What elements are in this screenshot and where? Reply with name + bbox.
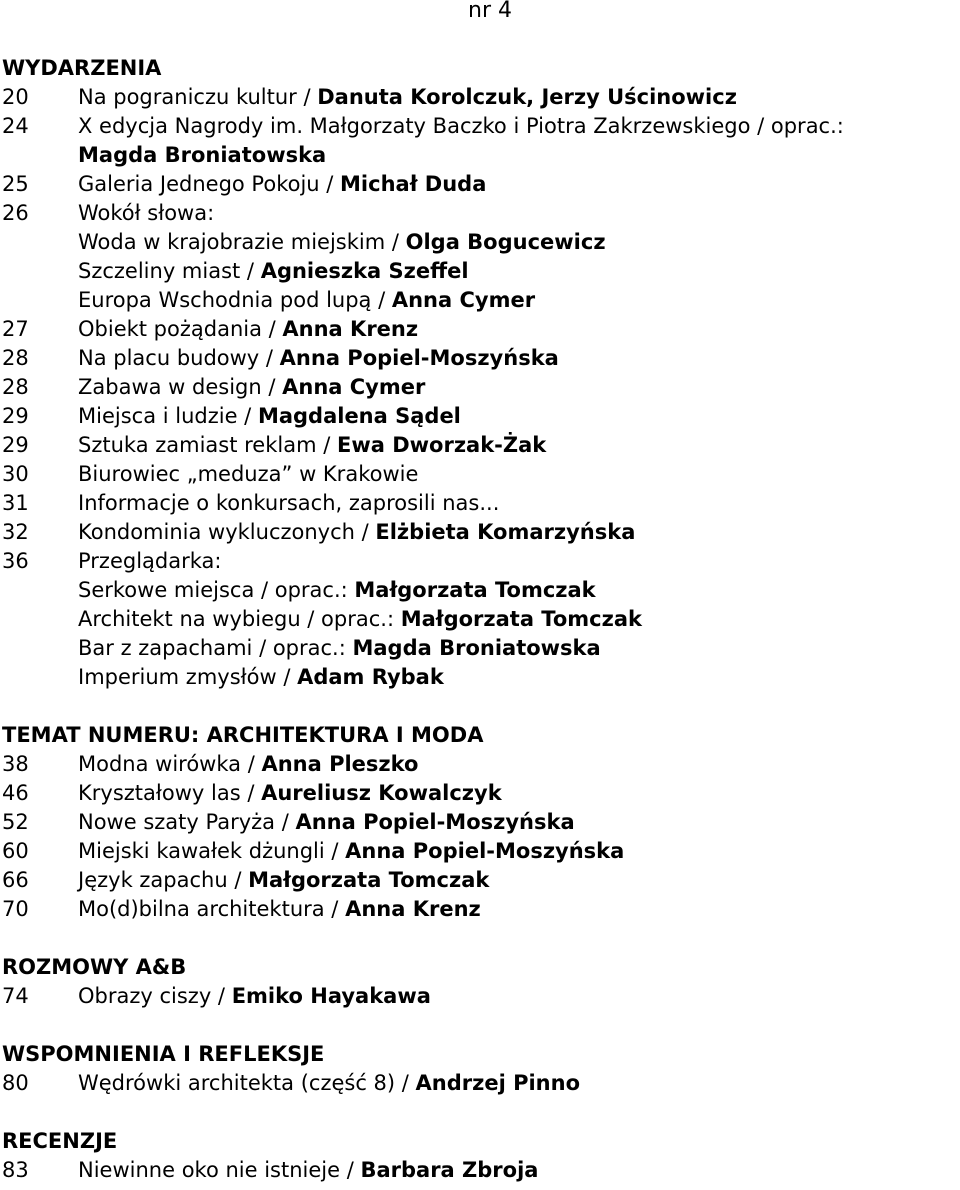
toc-entry xyxy=(2,402,958,431)
entry-text xyxy=(78,837,958,866)
article-title: Na placu budowy / xyxy=(78,346,280,370)
article-title: Na pograniczu kultur / xyxy=(78,85,318,109)
toc-entry xyxy=(2,315,958,344)
page-number: 38 xyxy=(2,752,29,776)
article-author: Adam Rybak xyxy=(297,665,444,689)
article-author: Olga Bogucewicz xyxy=(405,230,606,254)
entry-text xyxy=(78,489,958,518)
article-title: X edycja Nagrody im. Małgorzaty Baczko i Piotra Zakrzewskiego / oprac.: xyxy=(78,114,844,138)
page-number: 29 xyxy=(2,433,29,457)
article-author: Magda Broniatowska xyxy=(352,636,601,660)
issue-number: nr 4 xyxy=(468,0,512,23)
toc-entry xyxy=(2,431,958,460)
page-number: 46 xyxy=(2,781,29,805)
toc-entry xyxy=(2,344,958,373)
page-number: 26 xyxy=(2,201,29,225)
entry-text xyxy=(78,750,958,779)
entry-text xyxy=(78,112,958,141)
section-title: ROZMOWY A&B xyxy=(2,955,187,979)
section-spacer xyxy=(2,1011,958,1040)
article-title: Biurowiec „meduza” w Krakowie xyxy=(78,462,419,486)
article-author: Anna Cymer xyxy=(282,375,426,399)
page-number: 20 xyxy=(2,85,29,109)
entry-text xyxy=(78,257,958,286)
article-author: Anna Popiel-Moszyńska xyxy=(295,810,575,834)
article-author: Anna Krenz xyxy=(282,317,419,341)
page-number: 28 xyxy=(2,375,29,399)
entry-text xyxy=(78,1156,958,1185)
toc-entry xyxy=(2,779,958,808)
page-number xyxy=(2,634,78,663)
toc-entry xyxy=(2,460,958,489)
article-author: Ewa Dworzak-Żak xyxy=(336,433,547,457)
page-number: 30 xyxy=(2,462,29,486)
entry-text xyxy=(78,431,958,460)
article-author: Danuta Korolczuk, Jerzy Uścinowicz xyxy=(317,85,737,109)
page-number: 70 xyxy=(2,897,29,921)
article-title: Architekt na wybiegu / oprac.: xyxy=(78,607,401,631)
article-author: Andrzej Pinno xyxy=(415,1071,581,1095)
page-number: 31 xyxy=(2,491,29,515)
article-title: Galeria Jednego Pokoju / xyxy=(78,172,341,196)
page-number xyxy=(2,605,78,634)
entry-text xyxy=(78,315,958,344)
entry-text xyxy=(78,199,958,228)
toc-entry xyxy=(2,518,958,547)
page-number: 27 xyxy=(2,317,29,341)
article-author: Małgorzata Tomczak xyxy=(400,607,642,631)
entry-text xyxy=(78,373,958,402)
page-number xyxy=(2,228,78,257)
entry-text xyxy=(78,605,958,634)
toc-entry xyxy=(2,83,958,112)
article-title: Przeglądarka: xyxy=(78,549,222,573)
page-number: 24 xyxy=(2,114,29,138)
section-title: WYDARZENIA xyxy=(2,56,162,80)
toc-entry xyxy=(2,982,958,1011)
entry-text xyxy=(78,895,958,924)
page-number xyxy=(2,141,78,170)
entry-text xyxy=(78,518,958,547)
article-author: Anna Popiel-Moszyńska xyxy=(345,839,625,863)
page-number: 28 xyxy=(2,346,29,370)
article-author: Magdalena Sądel xyxy=(257,404,461,428)
page-number: 36 xyxy=(2,549,29,573)
page-number xyxy=(2,286,78,315)
section-spacer xyxy=(2,924,958,953)
toc-entry xyxy=(2,199,958,228)
toc-entry xyxy=(2,228,958,257)
article-author: Barbara Zbroja xyxy=(360,1158,539,1182)
page-number: 29 xyxy=(2,404,29,428)
page-number xyxy=(2,663,78,692)
article-author: Elżbieta Komarzyńska xyxy=(375,520,636,544)
article-title: Nowe szaty Paryża / xyxy=(78,810,296,834)
article-title: Miejsca i ludzie / xyxy=(78,404,258,428)
article-title: Kryształowy las / xyxy=(78,781,262,805)
toc-entry xyxy=(2,112,958,141)
entry-text xyxy=(78,634,958,663)
article-author: Magda Broniatowska xyxy=(78,143,327,167)
toc-entry xyxy=(2,634,958,663)
article-title: Miejski kawałek dżungli / xyxy=(78,839,346,863)
article-title: Zabawa w design / xyxy=(78,375,283,399)
toc-entry xyxy=(2,663,958,692)
article-author: Anna Pleszko xyxy=(261,752,419,776)
entry-text xyxy=(78,808,958,837)
article-title: Woda w krajobrazie miejskim / xyxy=(78,230,406,254)
article-title: Mo(d)bilna architektura / xyxy=(78,897,346,921)
toc-entry xyxy=(2,895,958,924)
toc-entry xyxy=(2,866,958,895)
toc-entry xyxy=(2,489,958,518)
entry-text xyxy=(78,547,958,576)
page-number: 80 xyxy=(2,1071,29,1095)
toc-entry xyxy=(2,1069,958,1098)
article-author: Anna Cymer xyxy=(391,288,536,312)
section-spacer xyxy=(2,1098,958,1127)
article-title: Imperium zmysłów / xyxy=(78,665,298,689)
article-title: Obiekt pożądania / xyxy=(78,317,283,341)
entry-text xyxy=(78,170,958,199)
toc-entry xyxy=(2,547,958,576)
article-title: Europa Wschodnia pod lupą / xyxy=(78,288,392,312)
article-title: Wędrówki architekta (część 8) / xyxy=(78,1071,416,1095)
page-number: 74 xyxy=(2,984,29,1008)
article-title: Bar z zapachami / oprac.: xyxy=(78,636,353,660)
toc-entry xyxy=(2,1156,958,1185)
article-title: Obrazy ciszy / xyxy=(78,984,232,1008)
article-author: Agnieszka Szeffel xyxy=(260,259,469,283)
article-title: Wokół słowa: xyxy=(78,201,215,225)
toc-entry xyxy=(2,605,958,634)
page-number: 25 xyxy=(2,172,29,196)
article-author: Małgorzata Tomczak xyxy=(354,578,596,602)
article-title: Szczeliny miast / xyxy=(78,259,261,283)
toc-entry xyxy=(2,373,958,402)
entry-text xyxy=(78,1069,958,1098)
article-title: Język zapachu / xyxy=(78,868,249,892)
page-number: 52 xyxy=(2,810,29,834)
article-author: Emiko Hayakawa xyxy=(231,984,431,1008)
entry-text xyxy=(78,982,958,1011)
entry-text xyxy=(78,402,958,431)
section-title: RECENZJE xyxy=(2,1129,118,1153)
article-title: Sztuka zamiast reklam / xyxy=(78,433,337,457)
toc-entry xyxy=(2,170,958,199)
article-title: Niewinne oko nie istnieje / xyxy=(78,1158,361,1182)
entry-text xyxy=(78,460,958,489)
entry-text xyxy=(78,779,958,808)
toc-entry xyxy=(2,141,958,170)
article-title: Modna wirówka / xyxy=(78,752,262,776)
article-author: Aureliusz Kowalczyk xyxy=(261,781,502,805)
article-author: Michał Duda xyxy=(340,172,487,196)
entry-text xyxy=(78,83,958,112)
article-title: Kondominia wykluczonych / xyxy=(78,520,376,544)
article-author: Małgorzata Tomczak xyxy=(248,868,490,892)
entry-text xyxy=(78,286,958,315)
toc-entry xyxy=(2,837,958,866)
section-title: TEMAT NUMERU: ARCHITEKTURA I MODA xyxy=(2,723,484,747)
article-title: Serkowe miejsca / oprac.: xyxy=(78,578,355,602)
page-number xyxy=(2,257,78,286)
entry-text xyxy=(78,866,958,895)
page-number: 83 xyxy=(2,1158,29,1182)
page-number: 32 xyxy=(2,520,29,544)
entry-text xyxy=(78,141,958,170)
page-number xyxy=(2,576,78,605)
entry-text xyxy=(78,228,958,257)
page-number: 60 xyxy=(2,839,29,863)
toc-entry xyxy=(2,257,958,286)
article-author: Anna Popiel-Moszyńska xyxy=(279,346,559,370)
toc-entry xyxy=(2,808,958,837)
table-of-contents xyxy=(2,54,958,1185)
toc-entry xyxy=(2,286,958,315)
entry-text xyxy=(78,576,958,605)
entry-text xyxy=(78,344,958,373)
section-spacer xyxy=(2,692,958,721)
section-title: WSPOMNIENIA I REFLEKSJE xyxy=(2,1042,325,1066)
toc-entry xyxy=(2,750,958,779)
page-number: 66 xyxy=(2,868,29,892)
article-title: Informacje o konkursach, zaprosili nas... xyxy=(78,491,500,515)
toc-entry xyxy=(2,576,958,605)
entry-text xyxy=(78,663,958,692)
article-author: Anna Krenz xyxy=(345,897,481,921)
